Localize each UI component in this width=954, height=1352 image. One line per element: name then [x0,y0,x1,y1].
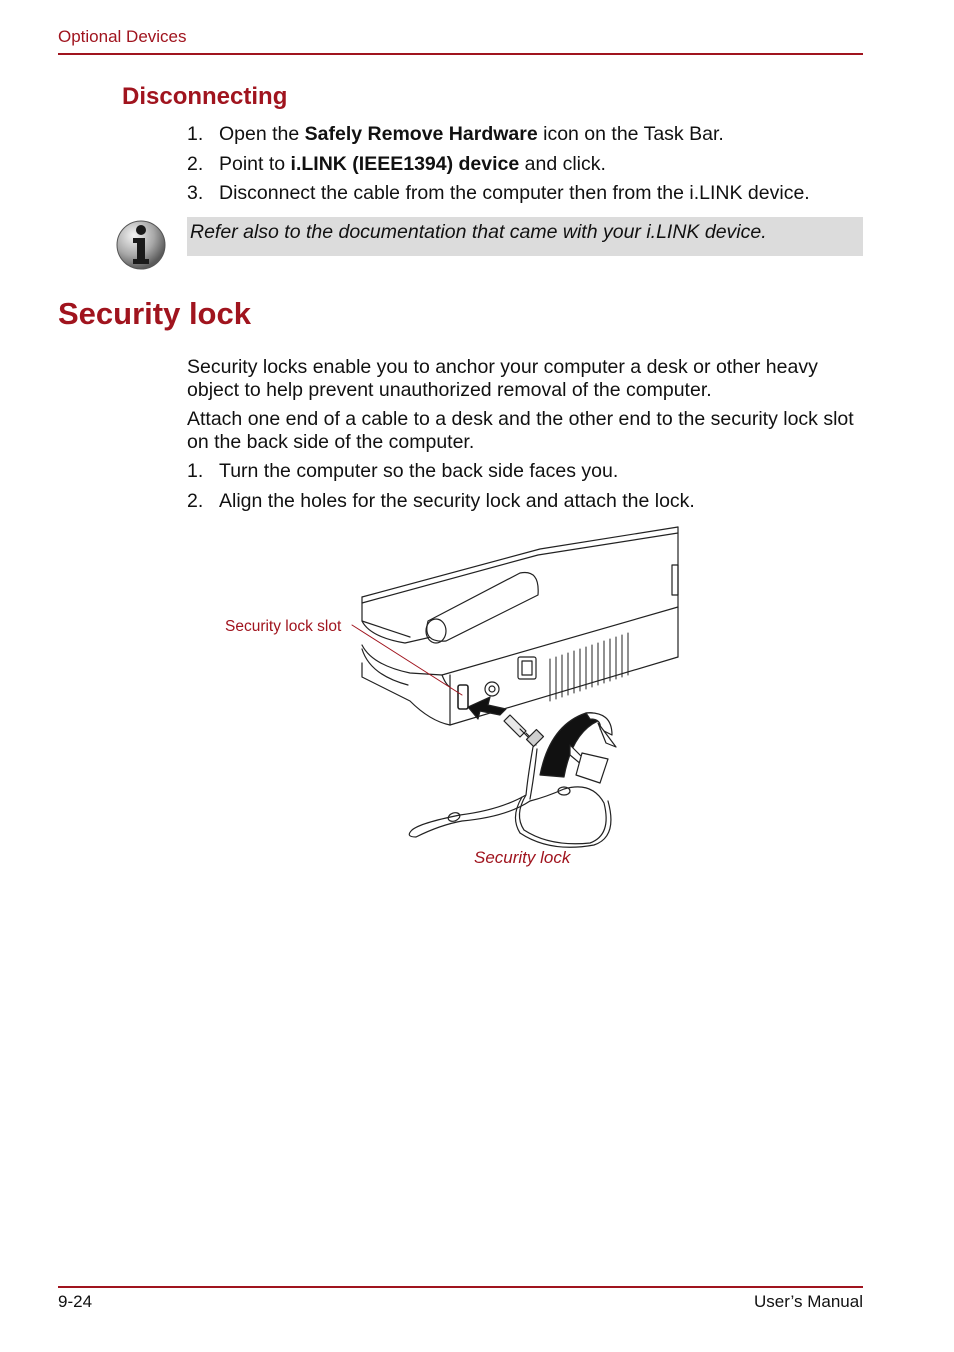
footer-rule [58,1286,863,1288]
step-text: and click. [519,153,606,175]
security-lock-heading: Security lock [58,296,251,331]
security-step-1 [187,460,618,483]
page-number: 9-24 [58,1292,93,1311]
disconnect-step-2 [187,153,606,176]
disconnecting-heading: Disconnecting [122,83,288,110]
step-bold-text: i.LINK (IEEE1394) device [290,153,520,175]
note-text: Refer also to the documentation that came with your i.LINK device. [190,221,767,243]
security-paragraph-2: Attach one end of a cable to a desk and the other end to the security lock slot on the back side of the computer. [187,408,854,453]
header-rule [58,53,863,55]
step-bold-text: Safely Remove Hardware [304,123,538,145]
info-icon [114,218,168,277]
disconnect-step-1 [187,123,724,146]
note-box [187,217,863,256]
security-lock-slot-label: Security lock slot [225,618,342,635]
step-text: Turn the computer so the back side faces you. [219,460,619,482]
step-text: icon on the Task Bar. [537,123,724,145]
step-text: Align the holes for the security lock and attach the lock. [219,490,695,512]
security-lock-illustration [350,525,680,855]
step-number: 3. [187,182,204,204]
step-text: Disconnect the cable from the computer then from the i.LINK device. [219,182,810,204]
step-text: Open the [219,123,305,145]
running-header: Optional Devices [58,27,187,46]
step-number: 2. [187,490,204,512]
step-number: 2. [187,153,204,175]
figure-caption: Security lock [474,848,571,867]
step-number: 1. [187,123,204,145]
disconnect-step-3 [187,182,810,205]
step-number: 1. [187,460,204,482]
footer-title: User’s Manual [754,1292,863,1311]
security-paragraph-1: Security locks enable you to anchor your computer a desk or other heavy object to help prevent unauthorized removal of the computer. [187,356,818,401]
security-step-2 [187,490,695,513]
step-text: Point to [219,153,291,175]
